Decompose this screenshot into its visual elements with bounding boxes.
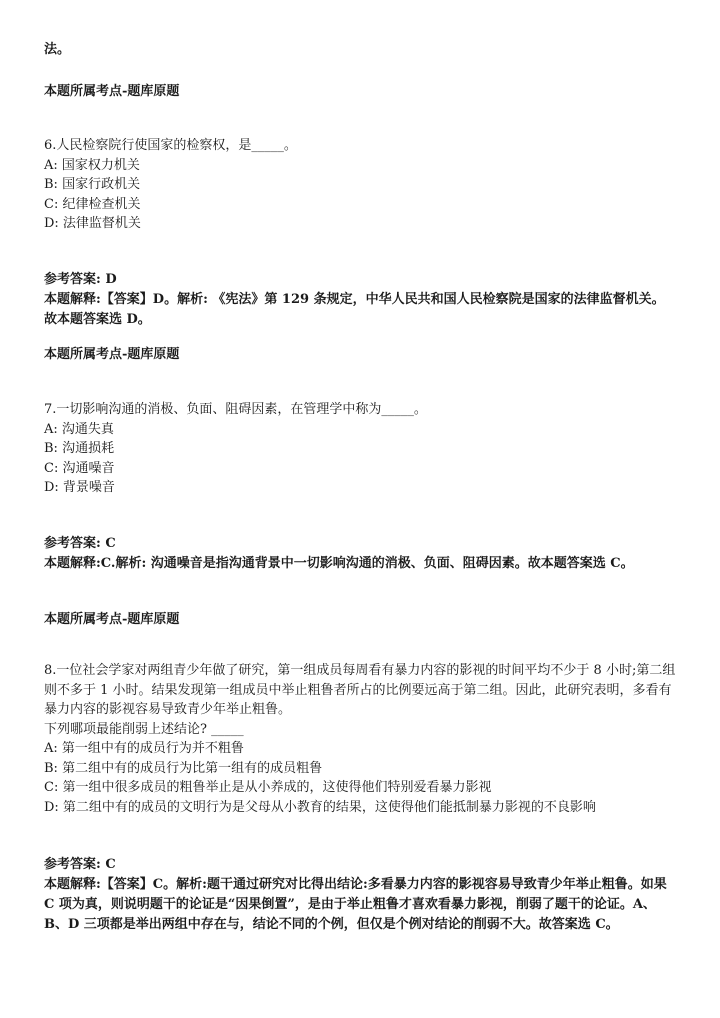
question-6 — [44, 136, 676, 234]
option-a: A: 国家权力机关 — [44, 157, 140, 173]
question-stem: 8.一位社会学家对两组青少年做了研究，第一组成员每周看有暴力内容的影视的时间平均不少于 8 小时;第二组则不多于 1 小时。结果发现第一组成员中举止粗鲁者所占的比例要远高于第二组。因此，此研究表明，多看有暴力内容的影视容易导致青少年举止粗鲁。 — [44, 663, 676, 717]
option-d: D: 第二组中有的成员的文明行为是父母从小教育的结果，这使得他们能抵制暴力影视的不良影响 — [44, 799, 596, 815]
question-prompt: 下列哪项最能削弱上述结论? _____ — [44, 721, 244, 737]
answer-8 — [44, 855, 676, 935]
option-c: C: 第一组中很多成员的粗鲁举止是从小养成的，这使得他们特别爱看暴力影视 — [44, 780, 492, 795]
question-source: 本题所属考点-题库原题 — [44, 347, 180, 362]
option-b: B: 第二组中有的成员行为比第一组有的成员粗鲁 — [44, 760, 323, 776]
option-c: C: 沟通噪音 — [44, 460, 115, 476]
prev-question-source: 本题所属考点-题库原题 — [44, 84, 180, 99]
question-stem: 7.一切影响沟通的消极、负面、阻碍因素，在管理学中称为_____。 — [44, 402, 427, 417]
document-page — [44, 0, 676, 1018]
reference-answer: 参考答案: D — [44, 272, 117, 287]
option-b: B: 国家行政机关 — [44, 177, 141, 192]
answer-explanation: 本题解释:【答案】D。解析: 《宪法》第 129 条规定，中华人民共和国人民检察院是国家的法律监督机关。故本题答案选 D。 — [44, 291, 665, 327]
answer-7 — [44, 534, 676, 574]
option-d: D: 法律监督机关 — [44, 216, 141, 231]
option-a: A: 沟通失真 — [44, 421, 114, 437]
reference-answer: 参考答案: C — [44, 857, 116, 872]
question-stem: 6.人民检察院行使国家的检察权，是_____。 — [44, 138, 297, 153]
question-8 — [44, 661, 676, 817]
answer-explanation: 本题解释:C.解析: 沟通噪音是指沟通背景中一切影响沟通的消极、负面、阻碍因素。故本题答案选 C。 — [44, 555, 634, 571]
option-a: A: 第一组中有的成员行为并不粗鲁 — [44, 741, 244, 756]
question-7 — [44, 400, 676, 498]
option-c: C: 纪律检查机关 — [44, 196, 141, 212]
answer-explanation: 本题解释:【答案】C。解析:题干通过研究对比得出结论:多看暴力内容的影视容易导致青少年举止粗鲁。如果 C 项为真，则说明题干的论证是“因果倒置”，是由于举止粗鲁才喜欢看暴力影视，削弱了题干的论证。A、B、D 三项都是举出两组中存在与，结论不同的个例，但仅是个例对结论的削弱不大。故答案选 C。 — [44, 876, 667, 932]
answer-6 — [44, 270, 676, 330]
prev-explanation-tail: 法。 — [44, 42, 71, 57]
option-b: B: 沟通损耗 — [44, 441, 115, 456]
question-source: 本题所属考点-题库原题 — [44, 612, 180, 627]
option-d: D: 背景噪音 — [44, 480, 115, 495]
reference-answer: 参考答案: C — [44, 536, 116, 551]
